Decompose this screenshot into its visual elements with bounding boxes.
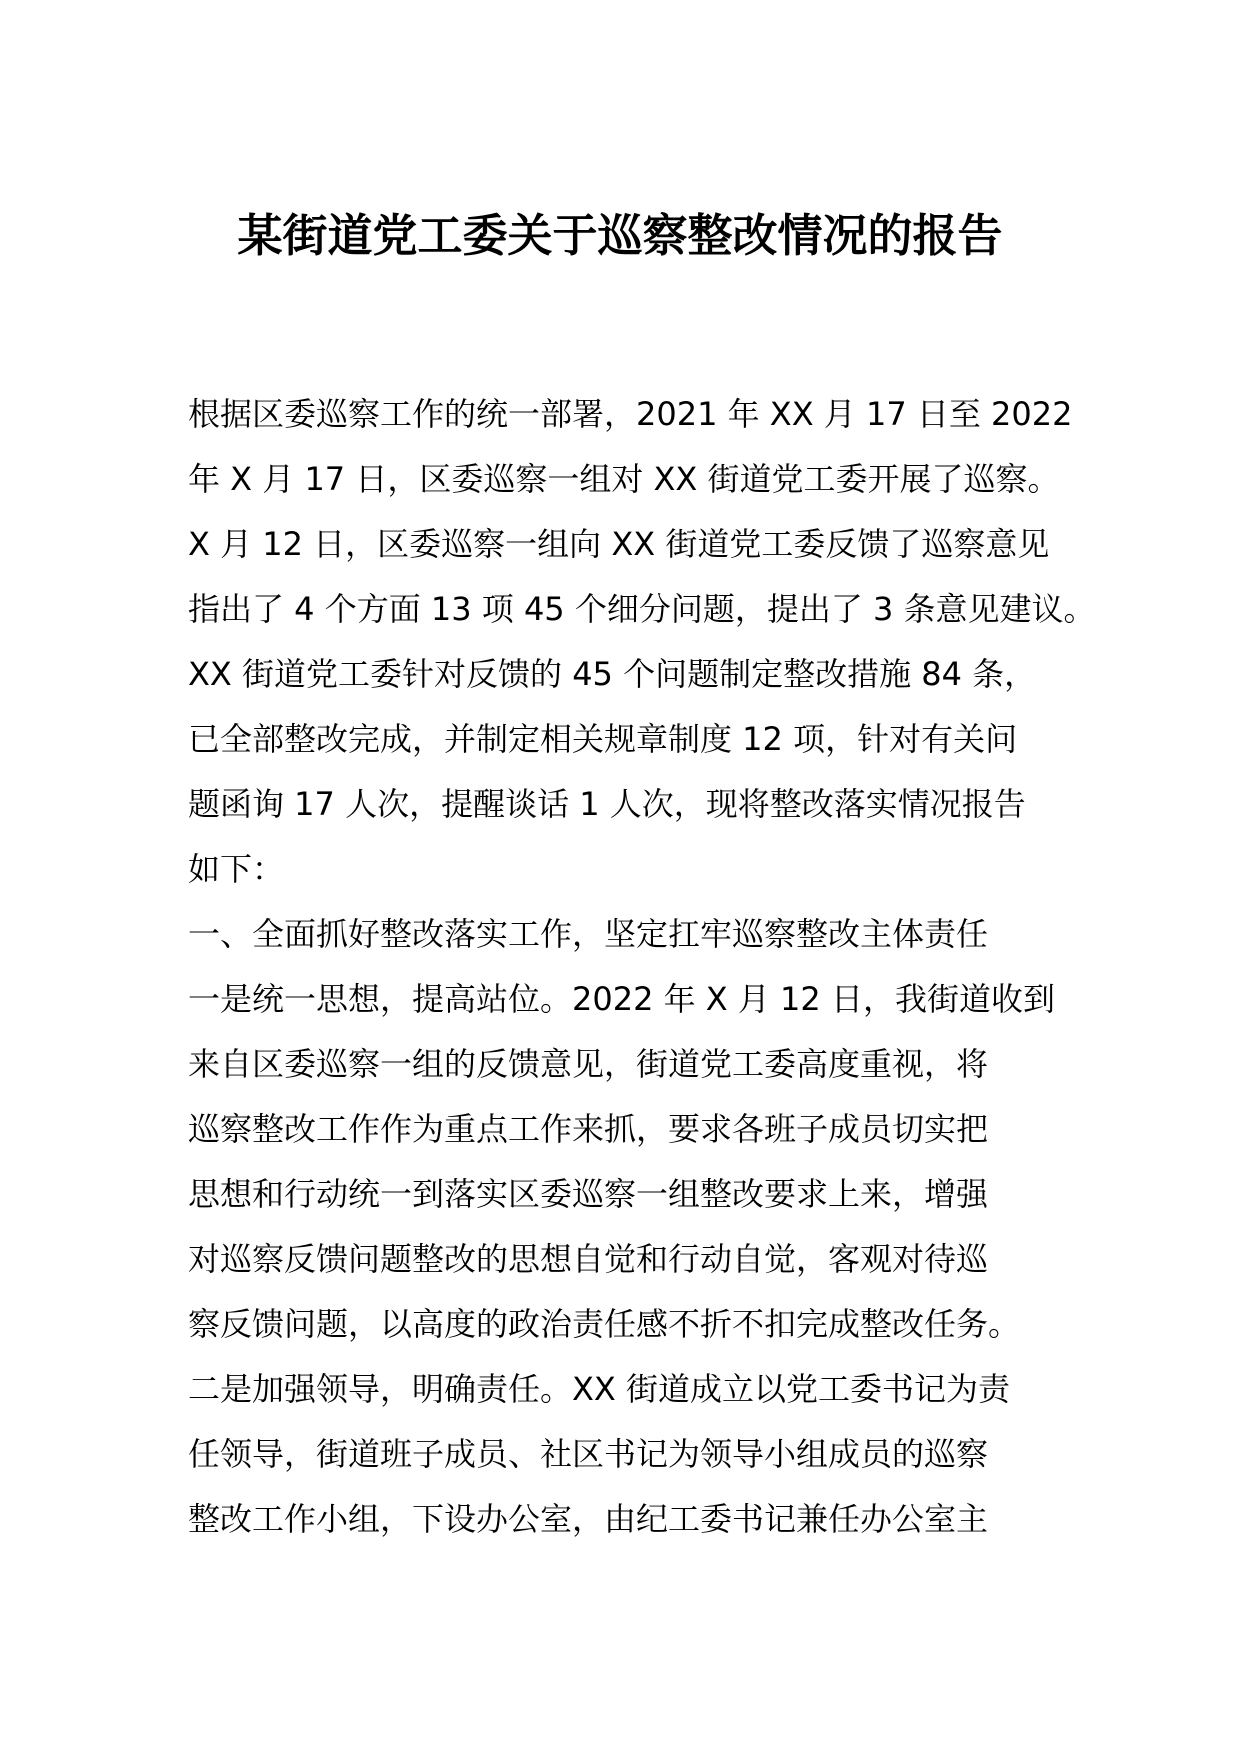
body-line: 年 X 月 17 日，区委巡察一组对 XX 街道党工委开展了巡察。 (188, 460, 1060, 498)
body-line: 根据区委巡察工作的统一部署，2021 年 XX 月 17 日至 2022 (188, 395, 1073, 433)
body-line: X 月 12 日，区委巡察一组向 XX 街道党工委反馈了巡察意见 (188, 525, 1050, 563)
body-line: 整改工作小组，下设办公室，由纪工委书记兼任办公室主 (188, 1500, 989, 1538)
body-line: XX 街道党工委针对反馈的 45 个问题制定整改措施 84 条， (188, 655, 1037, 693)
body-line: 任领导，街道班子成员、社区书记为领导小组成员的巡察 (188, 1435, 989, 1473)
body-line: 思想和行动统一到落实区委巡察一组整改要求上来，增强 (188, 1175, 989, 1213)
body-line: 对巡察反馈问题整改的思想自觉和行动自觉，客观对待巡 (188, 1240, 989, 1278)
document-body (188, 382, 1096, 1552)
body-line: 指出了 4 个方面 13 项 45 个细分问题，提出了 3 条意见建议。 (188, 590, 1096, 628)
body-line: 已全部整改完成，并制定相关规章制度 12 项，针对有关问 (188, 720, 1018, 758)
body-line: 题函询 17 人次，提醒谈话 1 人次，现将整改落实情况报告 (188, 785, 1026, 823)
document-title: 某街道党工委关于巡察整改情况的报告 (237, 209, 1003, 262)
body-line: 来自区委巡察一组的反馈意见，街道党工委高度重视，将 (188, 1045, 989, 1083)
body-line: 如下： (188, 850, 285, 888)
section-heading: 一、全面抓好整改落实工作，坚定扛牢巡察整改主体责任 (188, 915, 989, 953)
body-line: 察反馈问题，以高度的政治责任感不折不扣完成整改任务。 (188, 1305, 1021, 1343)
body-line: 二是加强领导，明确责任。XX 街道成立以党工委书记为责 (188, 1370, 1011, 1408)
body-line: 巡察整改工作作为重点工作来抓，要求各班子成员切实把 (188, 1110, 989, 1148)
body-line: 一是统一思想，提高站位。2022 年 X 月 12 日，我街道收到 (188, 980, 1055, 1018)
